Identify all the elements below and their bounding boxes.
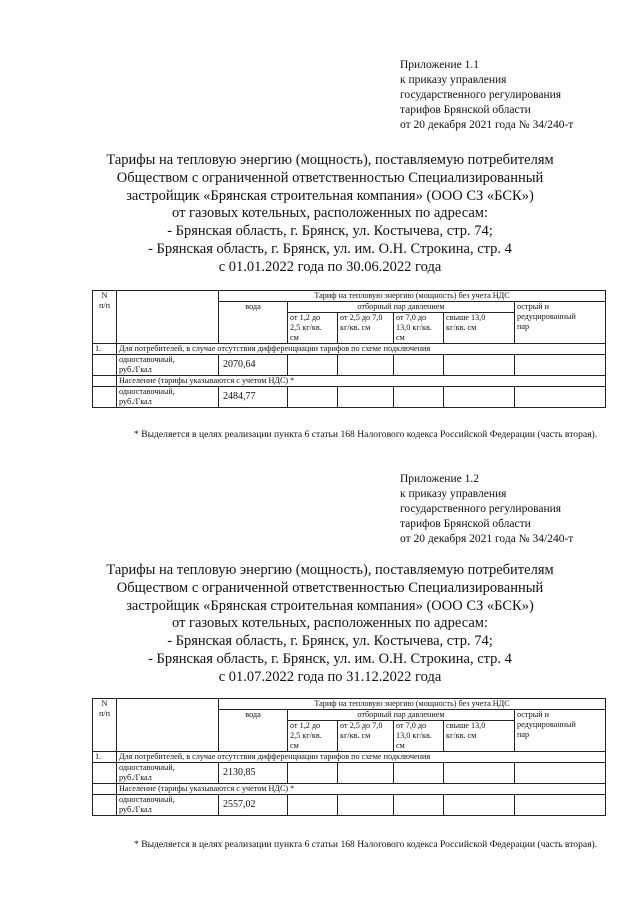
steam-header: отборный пар давлением	[288, 710, 515, 721]
title-line: застройщик «Брянская строительная компания» (ООО СЗ «БСК»)	[126, 597, 534, 614]
title-line: с 01.01.2022 года по 30.06.2022 года	[218, 258, 442, 275]
title-line: с 01.07.2022 года по 31.12.2022 года	[218, 668, 442, 685]
row-number: 1.	[93, 344, 117, 355]
title-line: - Брянская область, г. Брянск, ул. им. О.Н. Строкина, стр. 4	[148, 240, 512, 257]
title-line: от газовых котельных, расположенных по адресам:	[172, 615, 488, 632]
col-number-header: N п/п	[93, 291, 117, 344]
pressure-3-header: от 7,0 до 13,0 кг/кв. см	[394, 721, 444, 752]
appendix-line: от 20 декабря 2021 года № 34/240-т	[400, 119, 574, 131]
tariff-header: Тариф на тепловую энергию (мощность) без учета НДС	[219, 291, 606, 302]
steam-header: отборный пар давлением	[288, 302, 515, 313]
sharp-steam-header: острый и редуцированный пар	[515, 302, 606, 344]
pressure-1-header: от 1,2 до 2,5 кг/кв. см	[288, 721, 338, 752]
appendix-line: к приказу управления	[400, 74, 507, 86]
pressure-1-header: от 1,2 до 2,5 кг/кв. см	[288, 313, 338, 344]
title-line: - Брянская область, г. Брянск, ул. им. О.Н. Строкина, стр. 4	[148, 650, 512, 667]
water-tariff-value-population: 2557,02	[219, 795, 288, 816]
appendix-header-1	[400, 58, 573, 133]
single-rate-label: одноставочный, руб./Гкал	[117, 763, 219, 784]
appendix-line: к приказу управления	[400, 488, 507, 500]
pressure-4-header: свыше 13,0 кг/кв. см	[444, 721, 515, 752]
title-line: застройщик «Брянская строительная компания» (ООО СЗ «БСК»)	[126, 187, 534, 204]
consumers-row: Для потребителей, в случае отсутствия дифференциации тарифов по схеме подключения	[117, 344, 606, 355]
appendix-line: Приложение 1.2	[400, 473, 479, 485]
sharp-steam-header: острый и редуцированный пар	[515, 710, 606, 752]
appendix-line: от 20 декабря 2021 года № 34/240-т	[400, 533, 574, 545]
water-tariff-value: 2070,64	[219, 355, 288, 376]
document-title-2	[60, 562, 600, 687]
footnote-1: * Выделяется в целях реализации пункта 6 статьи 168 Налогового кодекса Российской Федерации (часть вторая).	[134, 429, 598, 440]
pressure-3-header: от 7,0 до 13,0 кг/кв. см	[394, 313, 444, 344]
water-header: вода	[219, 302, 288, 344]
consumers-row: Для потребителей, в случае отсутствия дифференциации тарифов по схеме подключения	[117, 752, 606, 763]
water-header: вода	[219, 710, 288, 752]
tariff-table-1	[92, 290, 606, 408]
appendix-header-2	[400, 472, 573, 547]
tariff-header: Тариф на тепловую энергию (мощность) без учета НДС	[219, 699, 606, 710]
tariff-table-2	[92, 698, 606, 816]
title-line: от газовых котельных, расположенных по адресам:	[172, 205, 488, 222]
title-line: Обществом с ограниченной ответственностью Специализированный	[116, 579, 544, 596]
single-rate-label: одноставочный, руб./Гкал	[117, 355, 219, 376]
population-row: Население (тарифы указываются с учетом НДС) *	[117, 376, 606, 387]
population-row: Население (тарифы указываются с учетом НДС) *	[117, 784, 606, 795]
title-line: Обществом с ограниченной ответственностью Специализированный	[116, 169, 544, 186]
col-number-header: N п/п	[93, 699, 117, 752]
title-line: Тарифы на тепловую энергию (мощность), поставляемую потребителям	[106, 152, 554, 168]
appendix-line: государственного регулирования	[400, 89, 562, 101]
appendix-line: Приложение 1.1	[400, 59, 479, 71]
title-line: Тарифы на тепловую энергию (мощность), поставляемую потребителям	[106, 562, 554, 578]
water-tariff-value: 2130,85	[219, 763, 288, 784]
single-rate-label: одноставочный, руб./Гкал	[117, 387, 219, 408]
pressure-2-header: от 2,5 до 7,0 кг/кв. см	[338, 721, 394, 752]
appendix-line: тарифов Брянской области	[400, 104, 531, 116]
appendix-line: государственного регулирования	[400, 503, 562, 515]
document-title-1	[60, 152, 600, 277]
footnote-2: * Выделяется в целях реализации пункта 6 статьи 168 Налогового кодекса Российской Федерации (часть вторая).	[134, 839, 598, 850]
single-rate-label: одноставочный, руб./Гкал	[117, 795, 219, 816]
pressure-2-header: от 2,5 до 7,0 кг/кв. см	[338, 313, 394, 344]
title-line: - Брянская область, г. Брянск, ул. Костычева, стр. 74;	[167, 633, 493, 650]
pressure-4-header: свыше 13,0 кг/кв. см	[444, 313, 515, 344]
row-number: 1.	[93, 752, 117, 763]
water-tariff-value-population: 2484,77	[219, 387, 288, 408]
appendix-line: тарифов Брянской области	[400, 518, 531, 530]
title-line: - Брянская область, г. Брянск, ул. Костычева, стр. 74;	[167, 223, 493, 240]
